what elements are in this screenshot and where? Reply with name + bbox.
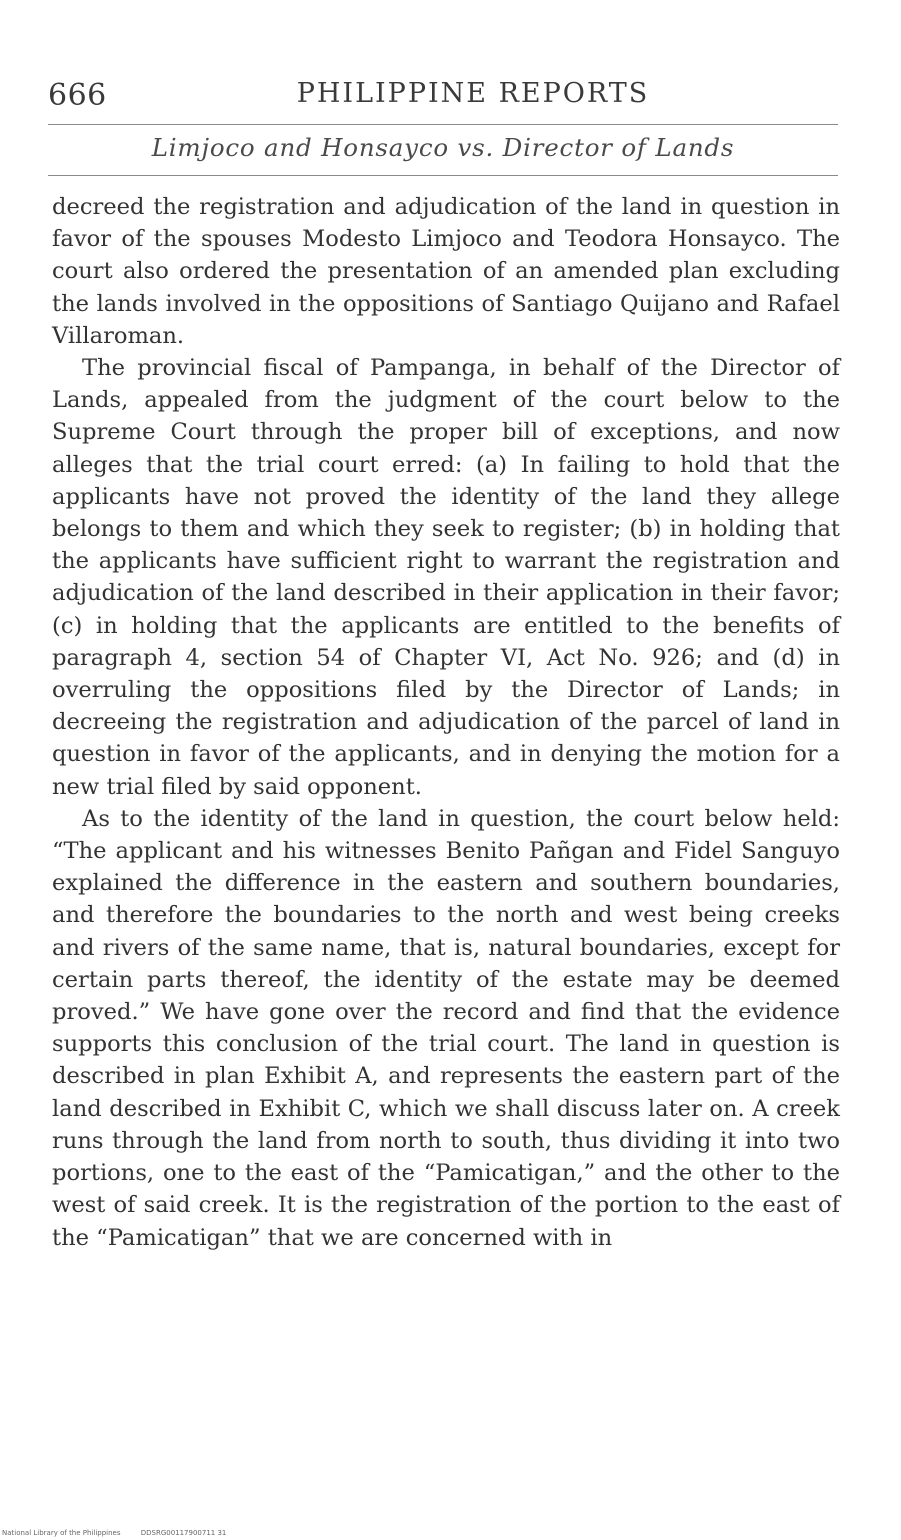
running-head: PHILIPPINE REPORTS — [296, 78, 650, 109]
footer-identifier: DDSRG00117900711 31 — [140, 1529, 227, 1537]
footer-credit — [2, 1529, 244, 1537]
case-title: Limjoco and Honsayco vs. Director of Lands — [151, 133, 735, 162]
header-rule-top — [48, 124, 838, 125]
header-rule-bottom — [48, 175, 838, 176]
page-header — [48, 78, 838, 118]
footer-library: National Library of the Philippines — [2, 1529, 121, 1537]
paragraph-appeal: The provincial fiscal of Pampanga, in behalf of the Director of Lands, appealed from the judgment of the court below to the Supreme Court through the proper bill of exceptions, and now alleges that the trial court erred: (a) In failing to hold that the applicants have not proved the identity of the land they allege belongs to them and which they seek to register; (b) in holding that the applicants have sufficient right to warrant the registration and adjudication of the land described in their application in their favor; (c) in holding that the applicants are entitled to the benefits of paragraph 4, section 54 of Chapter VI, Act No. 926; and (d) in overruling the oppositions filed by the Director of Lands; in decreeing the registration and adjudication of the parcel of land in question in favor of the applicants, and in denying the motion for a new trial filed by said opponent. — [52, 355, 840, 800]
page-number: 666 — [48, 78, 107, 113]
paragraph-continuation: decreed the registration and adjudication of the land in question in favor of the spouses Modesto Limjoco and Teodora Honsayco. The court also ordered the presentation of an amended plan excluding the lands involved in the oppositions of Santiago Quijano and Rafael Villaroman. — [52, 194, 840, 349]
body-text — [52, 191, 840, 1254]
paragraph-identity: As to the identity of the land in question, the court below held: “The applicant and his witnesses Benito Pañgan and Fidel Sanguyo explained the difference in the eastern and southern boundaries, and therefore the boundaries to the north and west being creeks and rivers of the same name, that is, natural boundaries, except for certain parts thereof, the identity of the estate may be deemed proved.” We have gone over the record and find that the evidence supports this conclusion of the trial court. The land in question is described in plan Exhibit A, and represents the eastern part of the land described in Exhibit C, which we shall discuss later on. A creek runs through the land from north to south, thus dividing it into two portions, one to the east of the “Pamicatigan,” and the other to the west of said creek. It is the registration of the portion to the east of the “Pamicatigan” that we are concerned with in — [52, 805, 840, 1251]
